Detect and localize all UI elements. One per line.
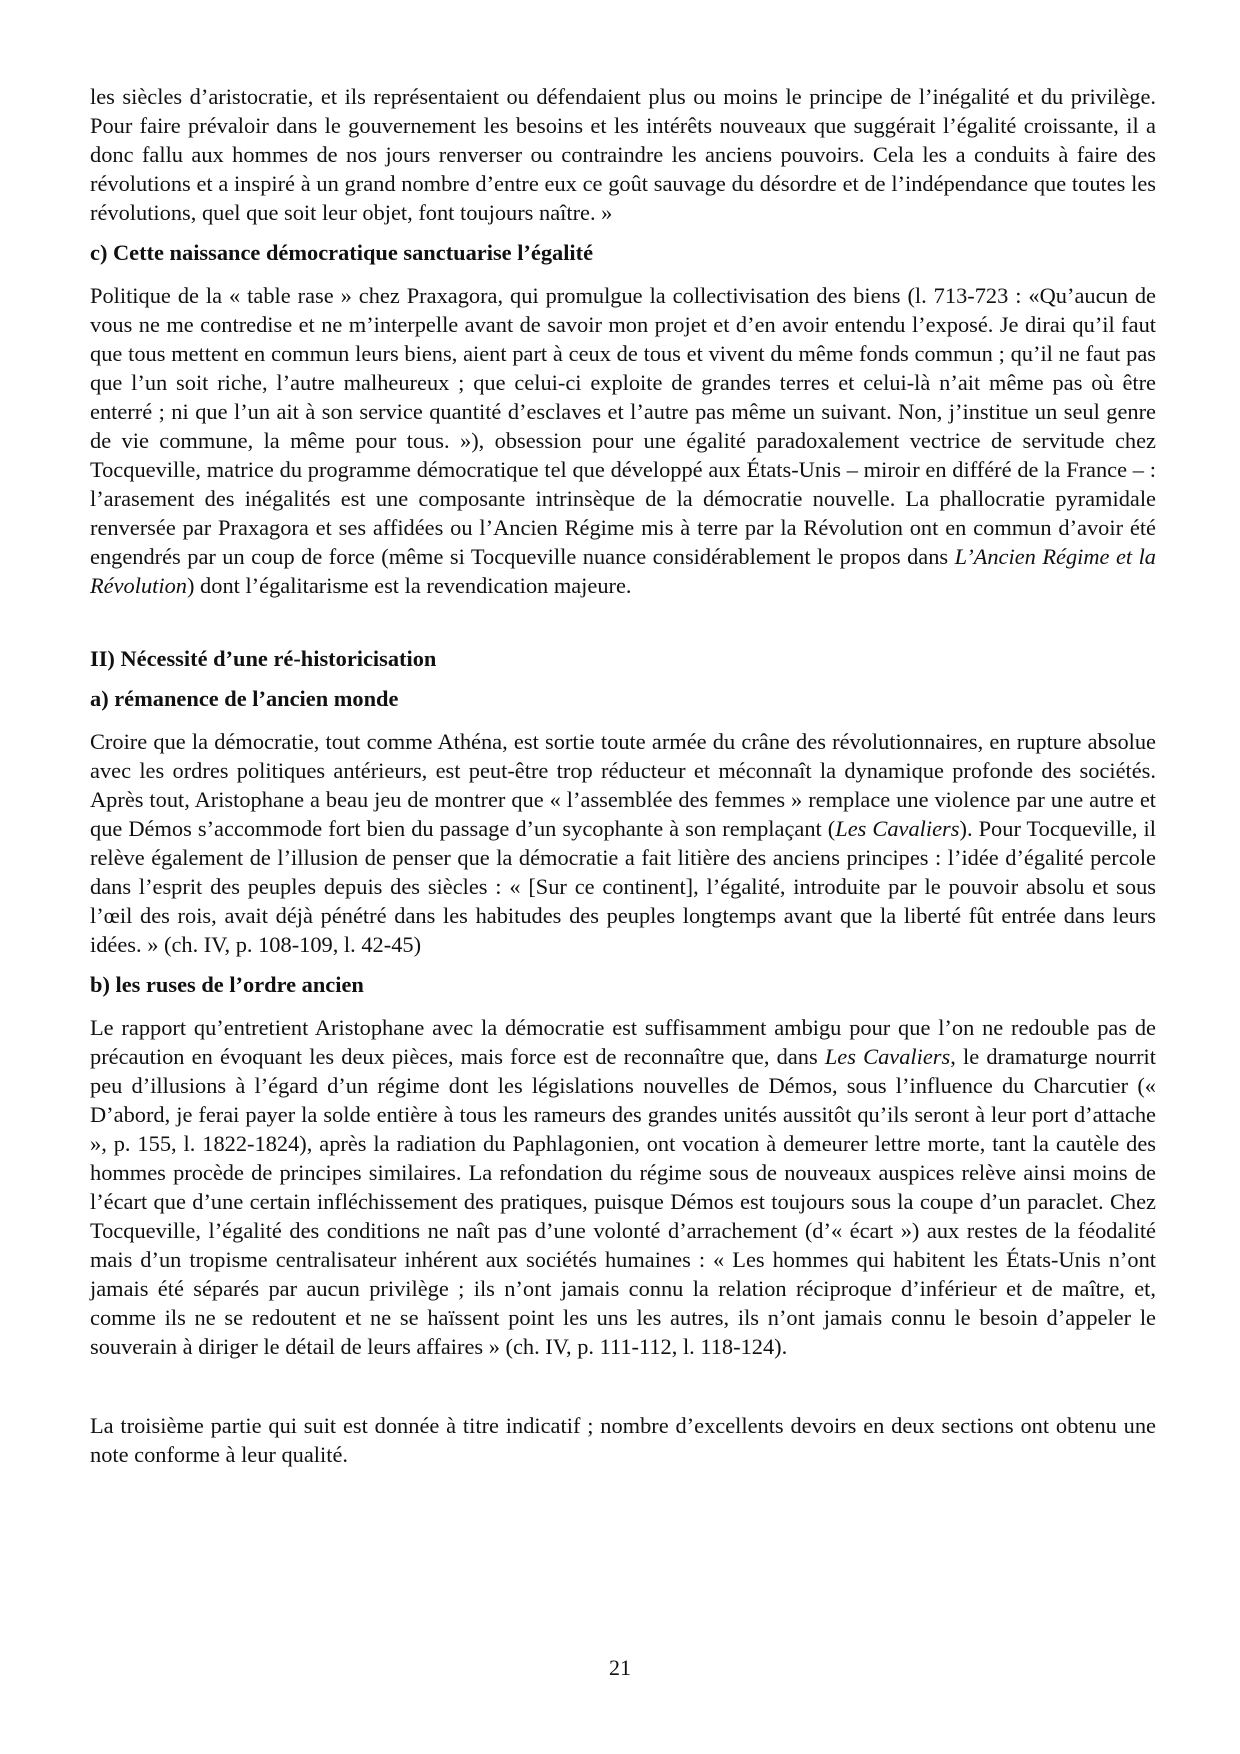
section-a-play-title: Les Cavaliers xyxy=(835,816,960,841)
section-c-book-title: L’Ancien Régime et la Révolution xyxy=(90,544,1156,598)
closing-note: La troisième partie qui suit est donnée à titre indicatif ; nombre d’excellents devoirs en deux sections ont obtenu une note conforme à leur qualité. xyxy=(90,1413,1156,1467)
section-a-paragraph xyxy=(90,727,1156,959)
section-b-text-start: Le rapport qu’entretient Aristophane avec la démocratie est suffisamment ambigu pour que l’on ne redouble pas de précaution en évoquant les deux pièces, mais force est de reconnaître que, dans xyxy=(90,1015,1156,1069)
section-c-paragraph xyxy=(90,281,1156,600)
section-b-text-end: , le dramaturge nourrit peu d’illusions à l’égard d’un régime dont les législations nouvelles de Démos, sous l’influence du Charcutier (« D’abord, je ferai payer la solde entière à tous les rameurs des grandes unités aussitôt qu’ils seront à leur port d’attache », p. 155, l. 1822-1824), après la radiation du Paphlagonien, ont vocation à demeurer lettre morte, tant la cautèle des hommes procède de principes similaires. La refondation du régime sous de nouveaux auspices relève ainsi moins de l’écart que d’une certain infléchissement des pratiques, puisque Démos est toujours sous la coupe d’un paraclet. Chez Tocqueville, l’égalité des conditions ne naît pas d’une volonté d’arrachement (d’« écart ») aux restes de la féodalité mais d’un tropisme centralisateur inhérent aux sociétés humaines : « Les hommes qui habitent les États-Unis n’ont jamais été séparés par aucun privilège ; ils n’ont jamais connu la relation réciproque d’inférieur et de maître, et, comme ils ne se redoutent et ne se haïssent point les uns les autres, ils n’ont jamais connu le besoin d’appeler le souverain à diriger le détail de leurs affaires » (ch. IV, p. 111-112, l. 118-124). xyxy=(90,1044,1156,1359)
section-b-paragraph xyxy=(90,1013,1156,1361)
page-number: 21 xyxy=(609,1655,631,1680)
section-a-heading: a) rémanence de l’ancien monde xyxy=(90,686,399,711)
section-a-text-end: ). Pour Tocqueville, il relève également de l’illusion de penser que la démocratie a fait litière des anciens principes : l’idée d’égalité percole dans l’esprit des peuples depuis des siècles : « [Sur ce continent], l’égalité, introduite par le pouvoir absolu et sous l’œil des rois, avait déjà pénétré dans les habitudes des peuples longtemps avant que la liberté fût entrée dans leurs idées. » (ch. IV, p. 108-109, l. 42-45) xyxy=(90,816,1156,957)
section-c-text-start: Politique de la « table rase » chez Praxagora, qui promulgue la collectivisation des biens (l. 713-723 : «Qu’aucun de vous ne me contredise et ne m’interpelle avant de savoir mon projet et d’en avoir entendu l’exposé. Je dirai qu’il faut que tous mettent en commun leurs biens, aient part à ceux de tous et vivent du même fonds commun ; qu’il ne faut pas que l’un soit riche, l’autre malheureux ; que celui-ci exploite de grandes terres et celui-là n’ait même pas où être enterré ; ni que l’un ait à son service quantité d’esclaves et l’autre pas même un suivant. Non, j’institue un seul genre de vie commune, la même pour tous. »), obsession pour une égalité paradoxalement vectrice de servitude chez Tocqueville, matrice du programme démocratique tel que développé aux États-Unis – miroir en différé de la France – : l’arasement des inégalités est une composante intrinsèque de la démocratie nouvelle. La phallocratie pyramidale renversée par Praxagora et ses affidées ou l’Ancien Régime mis à terre par la Révolution ont en commun d’avoir été engendrés par un coup de force (même si Tocqueville nuance considérablement le propos dans xyxy=(90,283,1156,569)
part-two-heading: II) Nécessité d’une ré-historicisation xyxy=(90,646,437,671)
section-a-text-start: Croire que la démocratie, tout comme Athéna, est sortie toute armée du crâne des révolutionnaires, en rupture absolue avec les ordres politiques antérieurs, est peut-être trop réducteur et méconnaît la dynamique profonde des sociétés. Après tout, Aristophane a beau jeu de montrer que « l’assemblée des femmes » remplace une violence par une autre et que Démos s’accommode fort bien du passage d’un sycophante à son remplaçant ( xyxy=(90,729,1156,841)
section-b-heading: b) les ruses de l’ordre ancien xyxy=(90,972,364,997)
document-page xyxy=(90,82,1156,1469)
section-c-text-end: ) dont l’égalitarisme est la revendication majeure. xyxy=(187,573,632,598)
section-c-heading: c) Cette naissance démocratique sanctuarise l’égalité xyxy=(90,240,594,265)
intro-paragraph: les siècles d’aristocratie, et ils représentaient ou défendaient plus ou moins le principe de l’inégalité et du privilège. Pour faire prévaloir dans le gouvernement les besoins et les intérêts nouveaux que suggérait l’égalité croissante, il a donc fallu aux hommes de nos jours renverser ou contraindre les anciens pouvoirs. Cela les a conduits à faire des révolutions et a inspiré à un grand nombre d’entre eux ce goût sauvage du désordre et de l’indépendance que toutes les révolutions, quel que soit leur objet, font toujours naître. » xyxy=(90,84,1156,225)
section-b-play-title: Les Cavaliers xyxy=(824,1044,951,1069)
